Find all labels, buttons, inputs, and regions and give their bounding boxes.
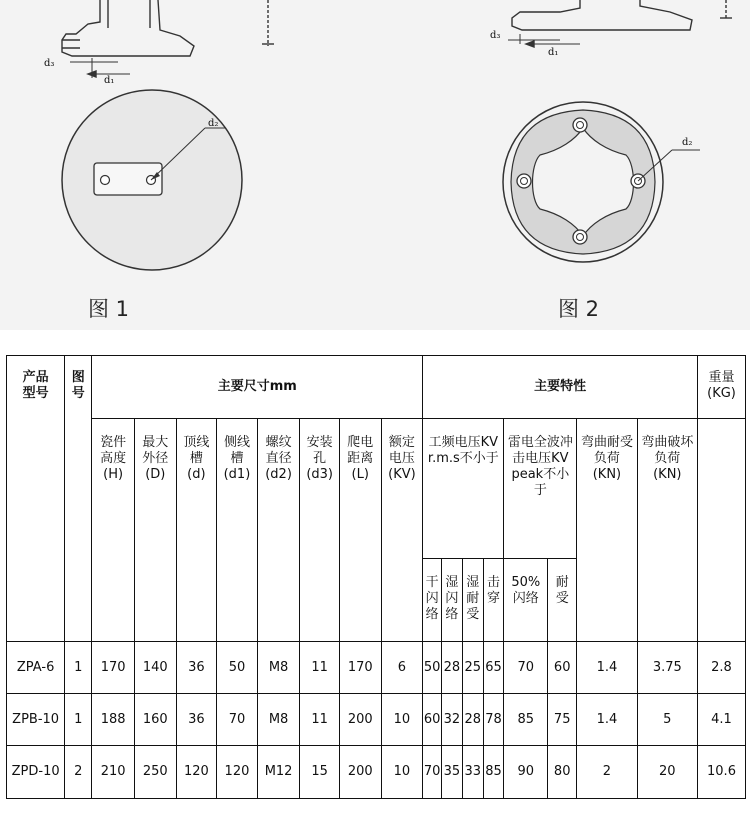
weight-header-spacer	[698, 419, 746, 642]
figure1-top-view	[62, 90, 242, 270]
cell-d: 120	[176, 746, 217, 799]
cell-d1: 70	[217, 694, 258, 746]
cell-bb: 5	[637, 694, 697, 746]
drawing-panel	[0, 0, 750, 330]
cell-wst: 75	[548, 694, 577, 746]
cell-wst: 80	[548, 746, 577, 799]
cell-dry: 70	[423, 746, 442, 799]
cell-dry: 60	[423, 694, 442, 746]
sub-header-wet-flash: 湿闪络	[442, 559, 463, 642]
col-header-d1: 侧线槽(d1)	[217, 419, 258, 642]
fig1-d1-label: d₁	[104, 75, 115, 86]
figure-no-header: 图号	[65, 356, 92, 642]
main-dims-header: 主要尺寸mm	[92, 356, 423, 419]
cell-KV: 10	[381, 746, 423, 799]
sub-header-flash50: 50%闪络	[504, 559, 548, 642]
col-header-d3: 安装孔(d3)	[300, 419, 340, 642]
spec-table	[6, 355, 746, 799]
model-header: 产品型号	[7, 356, 65, 642]
cell-L: 200	[339, 694, 381, 746]
cell-D: 140	[134, 642, 176, 694]
cell-D: 250	[134, 746, 176, 799]
figure2-side-view	[508, 0, 732, 47]
cell-dry: 50	[423, 642, 442, 694]
cell-wt: 4.1	[698, 694, 746, 746]
cell-H: 210	[92, 746, 135, 799]
col-header-KV: 额定电压(KV)	[381, 419, 423, 642]
col-header-L: 爬电距离(L)	[339, 419, 381, 642]
cell-D: 160	[134, 694, 176, 746]
col-header-bend-break: 弯曲破坏负荷(KN)	[637, 419, 697, 642]
cell-wet: 32	[442, 694, 463, 746]
cell-fig: 1	[65, 642, 92, 694]
col-header-H: 瓷件高度(H)	[92, 419, 135, 642]
main-props-header: 主要特性	[423, 356, 698, 419]
figure1-caption: 图 1	[88, 297, 130, 321]
figure2-top-view	[503, 102, 700, 262]
cell-bb: 20	[637, 746, 697, 799]
sub-header-dry-flash: 干闪络	[423, 559, 442, 642]
cell-d3: 11	[300, 642, 340, 694]
cell-wetw: 25	[462, 642, 483, 694]
fig1-d3-label: d₃	[44, 58, 55, 69]
cell-bb: 3.75	[637, 642, 697, 694]
figure1-side-view	[62, 0, 274, 78]
cell-wst: 60	[548, 642, 577, 694]
cell-model: ZPA-6	[7, 642, 65, 694]
cell-H: 188	[92, 694, 135, 746]
cell-punct: 85	[483, 746, 504, 799]
figure2-caption: 图 2	[558, 297, 600, 321]
table-row	[7, 694, 746, 746]
cell-d: 36	[176, 694, 217, 746]
cell-model: ZPD-10	[7, 746, 65, 799]
cell-d1: 50	[217, 642, 258, 694]
col-header-lightning: 雷电全波冲击电压KV peak不小于	[504, 419, 577, 559]
sub-header-puncture: 击穿	[483, 559, 504, 642]
cell-bw: 1.4	[577, 642, 637, 694]
cell-d: 36	[176, 642, 217, 694]
fig2-d1-label: d₁	[548, 47, 559, 58]
cell-d2: M8	[257, 642, 300, 694]
col-header-d2: 螺纹直径(d2)	[257, 419, 300, 642]
table-row	[7, 642, 746, 694]
weight-header: 重量(KG)	[698, 356, 746, 419]
cell-wetw: 28	[462, 694, 483, 746]
fig2-d2-label: d₂	[682, 137, 693, 148]
cell-L: 170	[339, 642, 381, 694]
sub-header-withstand: 耐受	[548, 559, 577, 642]
cell-model: ZPB-10	[7, 694, 65, 746]
cell-bw: 2	[577, 746, 637, 799]
cell-fig: 1	[65, 694, 92, 746]
cell-wet: 35	[442, 746, 463, 799]
cell-wt: 2.8	[698, 642, 746, 694]
cell-fig: 2	[65, 746, 92, 799]
table-row	[7, 746, 746, 799]
cell-KV: 10	[381, 694, 423, 746]
col-header-bend-withstand: 弯曲耐受负荷(KN)	[577, 419, 637, 642]
cell-bw: 1.4	[577, 694, 637, 746]
cell-d3: 11	[300, 694, 340, 746]
cell-d2: M8	[257, 694, 300, 746]
col-header-power-freq: 工频电压KV r.m.s不小于	[423, 419, 504, 559]
col-header-D: 最大外径(D)	[134, 419, 176, 642]
sub-header-wet-withstand: 湿耐受	[462, 559, 483, 642]
cell-punct: 78	[483, 694, 504, 746]
cell-f50: 85	[504, 694, 548, 746]
fig2-d3-label: d₃	[490, 30, 501, 41]
cell-wet: 28	[442, 642, 463, 694]
cell-d1: 120	[217, 746, 258, 799]
col-header-d: 顶线槽(d)	[176, 419, 217, 642]
cell-L: 200	[339, 746, 381, 799]
cell-wt: 10.6	[698, 746, 746, 799]
cell-d3: 15	[300, 746, 340, 799]
cell-f50: 70	[504, 642, 548, 694]
cell-f50: 90	[504, 746, 548, 799]
cell-KV: 6	[381, 642, 423, 694]
cell-H: 170	[92, 642, 135, 694]
cell-d2: M12	[257, 746, 300, 799]
technical-drawings	[0, 0, 750, 330]
cell-punct: 65	[483, 642, 504, 694]
cell-wetw: 33	[462, 746, 483, 799]
fig1-d2-label: d₂	[208, 118, 219, 129]
